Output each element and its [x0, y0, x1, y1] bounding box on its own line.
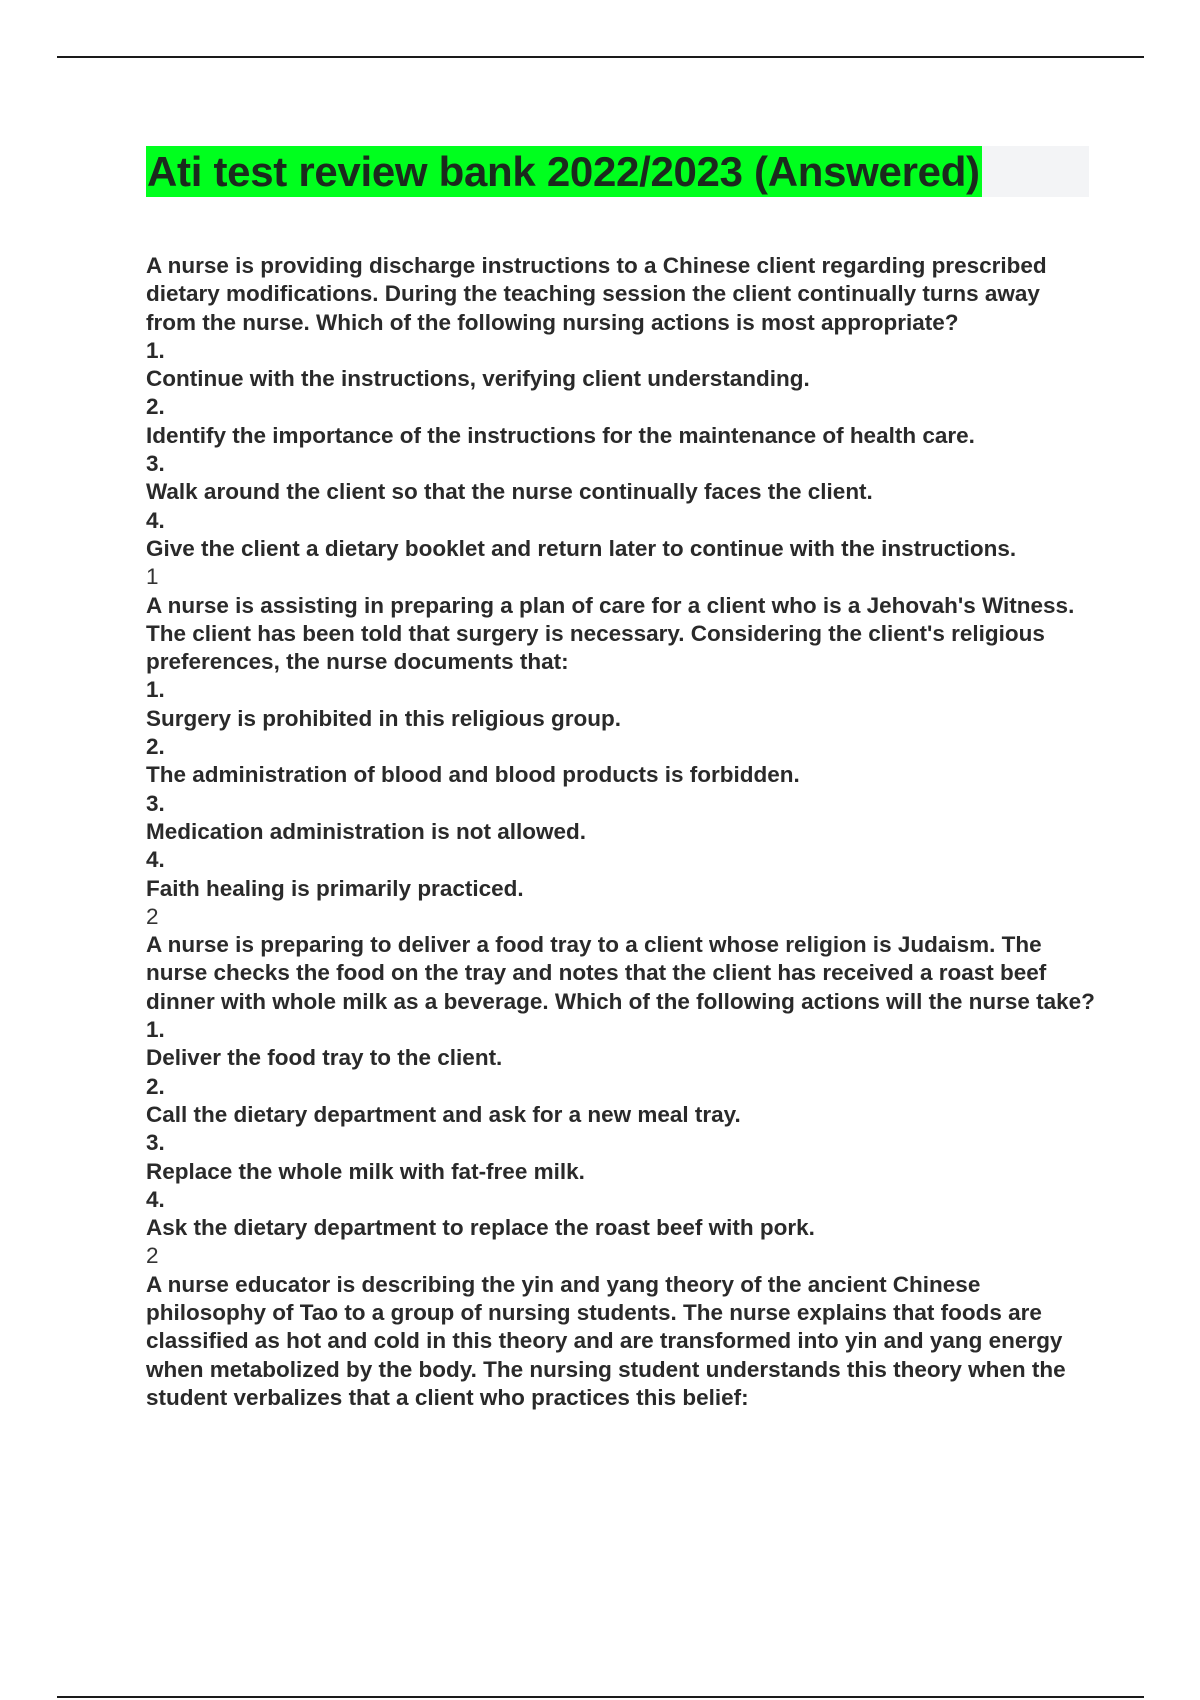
option-text: Ask the dietary department to replace the roast beef with pork.: [146, 1215, 815, 1241]
question-text: A nurse educator is describing the yin and yang theory of the ancient Chinese philosophy of Tao to a group of nursing students. The nurse explains that foods are classified as hot and cold in this theory and are transformed into yin and yang energy when metabolized by the body. The nursing student understands this theory when the student verbalizes that a client who practices this belief:: [146, 1271, 1066, 1410]
bottom-rule: [57, 1696, 1144, 1698]
question-1: [146, 252, 1096, 592]
document-body: [146, 252, 1096, 1412]
option-text: Give the client a dietary booklet and return later to continue with the instructions.: [146, 535, 1017, 561]
option-number: 1.: [146, 337, 165, 363]
question-text: A nurse is preparing to deliver a food tray to a client whose religion is Judaism. The nurse checks the food on the tray and notes that the client has received a roast beef dinner with whole milk as a beverage. Which of the following actions will the nurse take?: [146, 932, 1095, 1014]
question-text: A nurse is assisting in preparing a plan of care for a client who is a Jehovah's Witness. The client has been told that surgery is necessary. Considering the client's religious preferences, the nurse documents that:: [146, 592, 1075, 675]
document-title: Ati test review bank 2022/2023 (Answered): [147, 148, 980, 195]
option-number: 3.: [146, 790, 165, 816]
title-block: [146, 146, 1089, 197]
option-number: 4.: [146, 1186, 165, 1212]
top-rule: [57, 56, 1144, 58]
option-number: 2.: [146, 394, 165, 420]
option-number: 4.: [146, 847, 165, 873]
option-text: The administration of blood and blood products is forbidden.: [146, 762, 800, 788]
answer-key: 2: [146, 903, 159, 929]
option-text: Identify the importance of the instructions for the maintenance of health care.: [146, 422, 975, 448]
option-text: Continue with the instructions, verifying client understanding.: [146, 366, 810, 392]
option-number: 1.: [146, 677, 165, 703]
answer-key: 1: [146, 564, 159, 590]
option-text: Faith healing is primarily practiced.: [146, 875, 524, 901]
option-number: 4.: [146, 507, 165, 533]
option-number: 1.: [146, 1017, 165, 1043]
question-2: [146, 592, 1096, 932]
option-number: 3.: [146, 451, 165, 477]
answer-key: 2: [146, 1243, 159, 1269]
option-text: Walk around the client so that the nurse continually faces the client.: [146, 479, 873, 505]
option-number: 3.: [146, 1130, 165, 1156]
option-text: Call the dietary department and ask for a new meal tray.: [146, 1101, 741, 1127]
question-text: A nurse is providing discharge instructions to a Chinese client regarding prescribed dietary modifications. During the teaching session the client continually turns away from the nurse. Which of the following nursing actions is most appropriate?: [146, 253, 1047, 335]
option-number: 2.: [146, 734, 165, 760]
question-3: [146, 931, 1096, 1271]
option-text: Deliver the food tray to the client.: [146, 1045, 503, 1071]
option-number: 2.: [146, 1073, 165, 1099]
option-text: Replace the whole milk with fat-free milk.: [146, 1158, 585, 1184]
question-4: [146, 1271, 1096, 1412]
option-text: Medication administration is not allowed.: [146, 818, 587, 844]
option-text: Surgery is prohibited in this religious group.: [146, 705, 622, 731]
